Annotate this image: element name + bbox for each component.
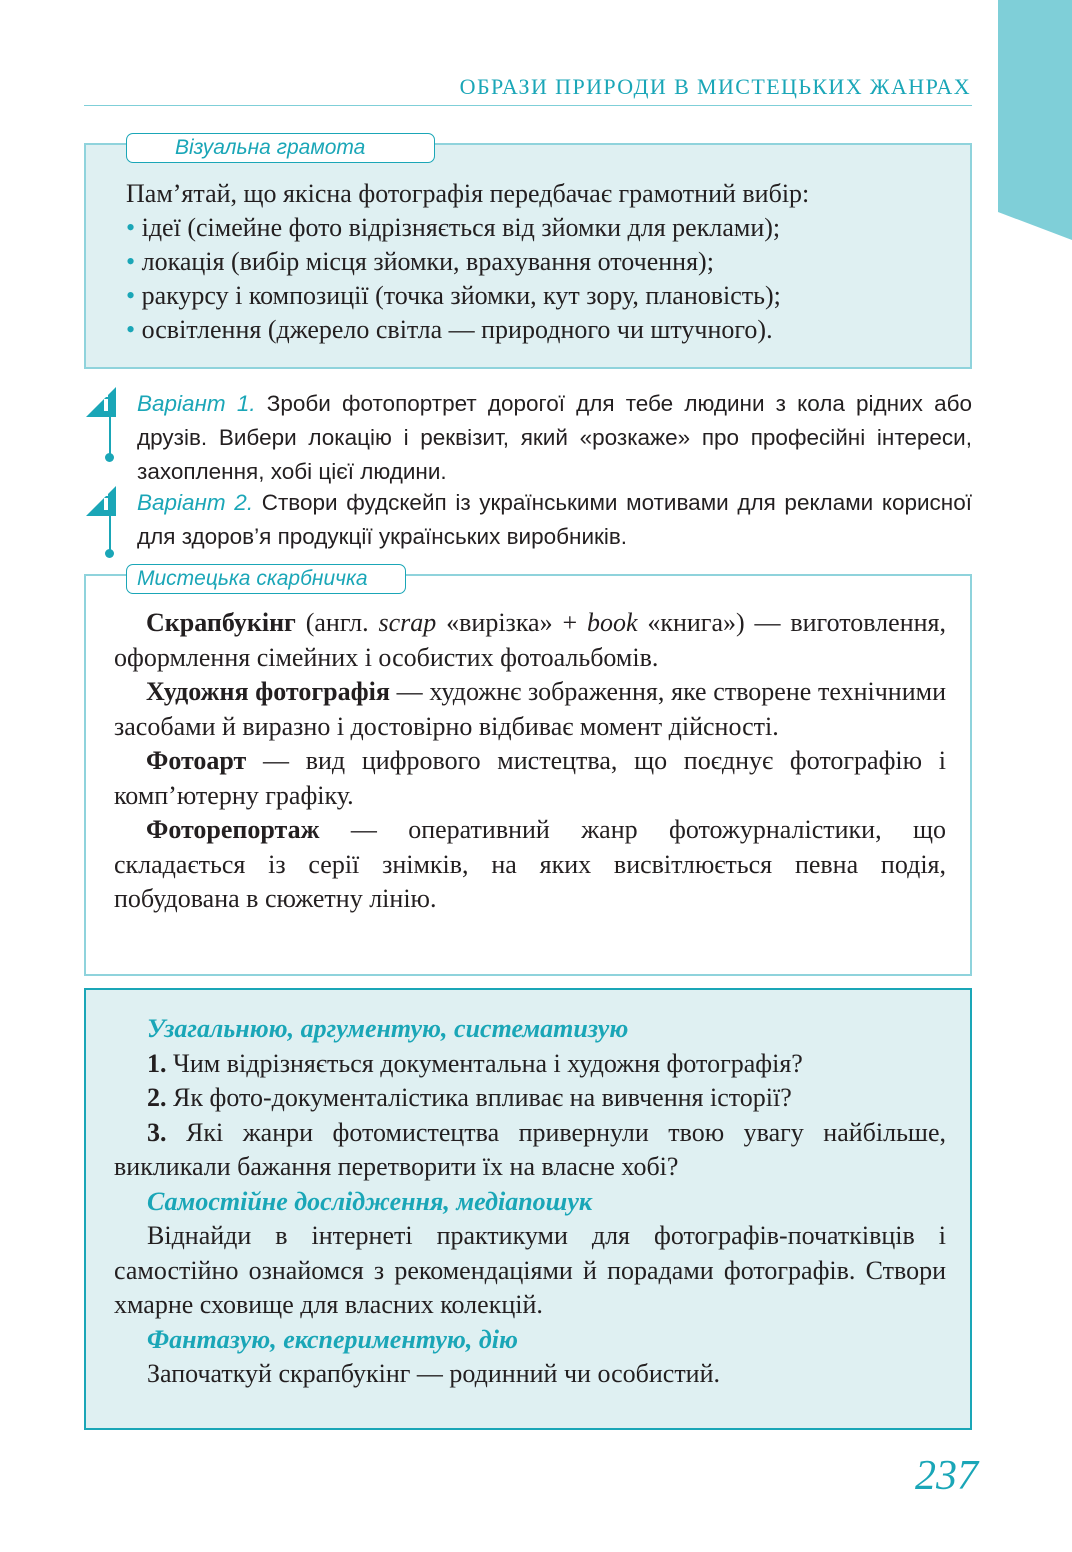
section-heading: Узагальнюю, аргументую, систематизую	[147, 1014, 629, 1043]
question-item: 3. Які жанри фотомистецтва привернули твою увагу найбільше, викликали бажання перетворити їх на власне хобі?	[114, 1117, 946, 1181]
bullet-item: • ідеї (сімейне фото відрізняється від зйомки для реклами);	[126, 213, 781, 242]
visual-literacy-intro: Пам’ятай, що якісна фотографія передбачає грамотний вибір:	[126, 179, 810, 208]
running-header: ОБРАЗИ ПРИРОДИ В МИСТЕЦЬКИХ ЖАНРАХ	[459, 74, 971, 99]
question-item: 2. Як фото-документалістика впливає на вивчення історії?	[147, 1083, 792, 1112]
variant-1-text: Варіант 1. Зроби фотопортрет дорогої для тебе людини з кола рідних або друзів. Вибери локацію і реквізит, який «розкаже» про професійні інтереси, захоплення, хобі цієї людини.	[137, 391, 972, 484]
page-number: 237	[915, 1453, 978, 1499]
term-definition: Художня фотографія — художнє зображення, яке створене технічними засобами й виразно і достовірно відбиває момент дійсності.	[114, 677, 946, 741]
exclamation-icon	[86, 387, 116, 459]
section-heading: Фантазую, експериментую, дію	[147, 1324, 518, 1354]
fantasy-task: Започаткуй скрапбукінг — родинний чи особистий.	[147, 1359, 721, 1388]
bullet-item: • освітлення (джерело світла — природного чи штучного).	[126, 315, 773, 344]
icon-knob	[105, 549, 114, 558]
icon-knob	[105, 453, 114, 462]
research-task: Віднайди в інтернеті практикуми для фотографів-початківців і самостійно ознайомся з рекомендаціями й порадами фотографів. Створи хмарне сховище для власних колекцій.	[114, 1221, 946, 1319]
exclamation-flag-icon	[86, 486, 116, 516]
visual-literacy-tab: Візуальна грамота	[126, 133, 435, 163]
term-definition: Скрапбукінг (англ. scrap «вирізка» + book «книга») — виготовлення, оформлення сімейних і особистих фотоальбомів.	[114, 608, 946, 672]
bullet-item: • ракурсу і композиції (точка зйомки, кут зору, плановість);	[126, 281, 781, 310]
question-item: 1. Чим відрізняється документальна і художня фотографія?	[147, 1048, 803, 1078]
icon-stem	[109, 417, 111, 457]
bullet-dot-icon: •	[126, 247, 142, 276]
exclamation-icon	[86, 486, 116, 556]
bullet-dot-icon: •	[126, 281, 142, 310]
exclamation-flag-icon	[86, 387, 116, 417]
term-definition: Фотоарт — вид цифрового мистецтва, що поєднує фотографію і комп’ютерну графіку.	[114, 746, 946, 810]
visual-literacy-text	[126, 177, 946, 347]
corner-tab-decoration	[998, 0, 1072, 240]
art-treasury-tab: Мистецька скарбничка	[126, 564, 406, 594]
variant-2-text: Варіант 2. Створи фудскейп із українськими мотивами для реклами корисної для здоров’я продукції українських виробників.	[137, 490, 973, 549]
bullet-dot-icon: •	[126, 213, 142, 242]
bullet-dot-icon: •	[126, 315, 142, 344]
section-heading: Самостійне дослідження, медіапошук	[147, 1186, 593, 1216]
art-treasury-text	[114, 606, 946, 917]
term-definition: Фоторепортаж — оперативний жанр фотожурналістики, що складається із серії знімків, на яких висвітлюється певна подія, побудована в сюжетну лінію.	[114, 815, 946, 913]
bullet-item: • локація (вибір місця зйомки, врахування оточення);	[126, 247, 714, 276]
header-rule	[84, 105, 972, 106]
questions-text	[114, 1012, 946, 1392]
